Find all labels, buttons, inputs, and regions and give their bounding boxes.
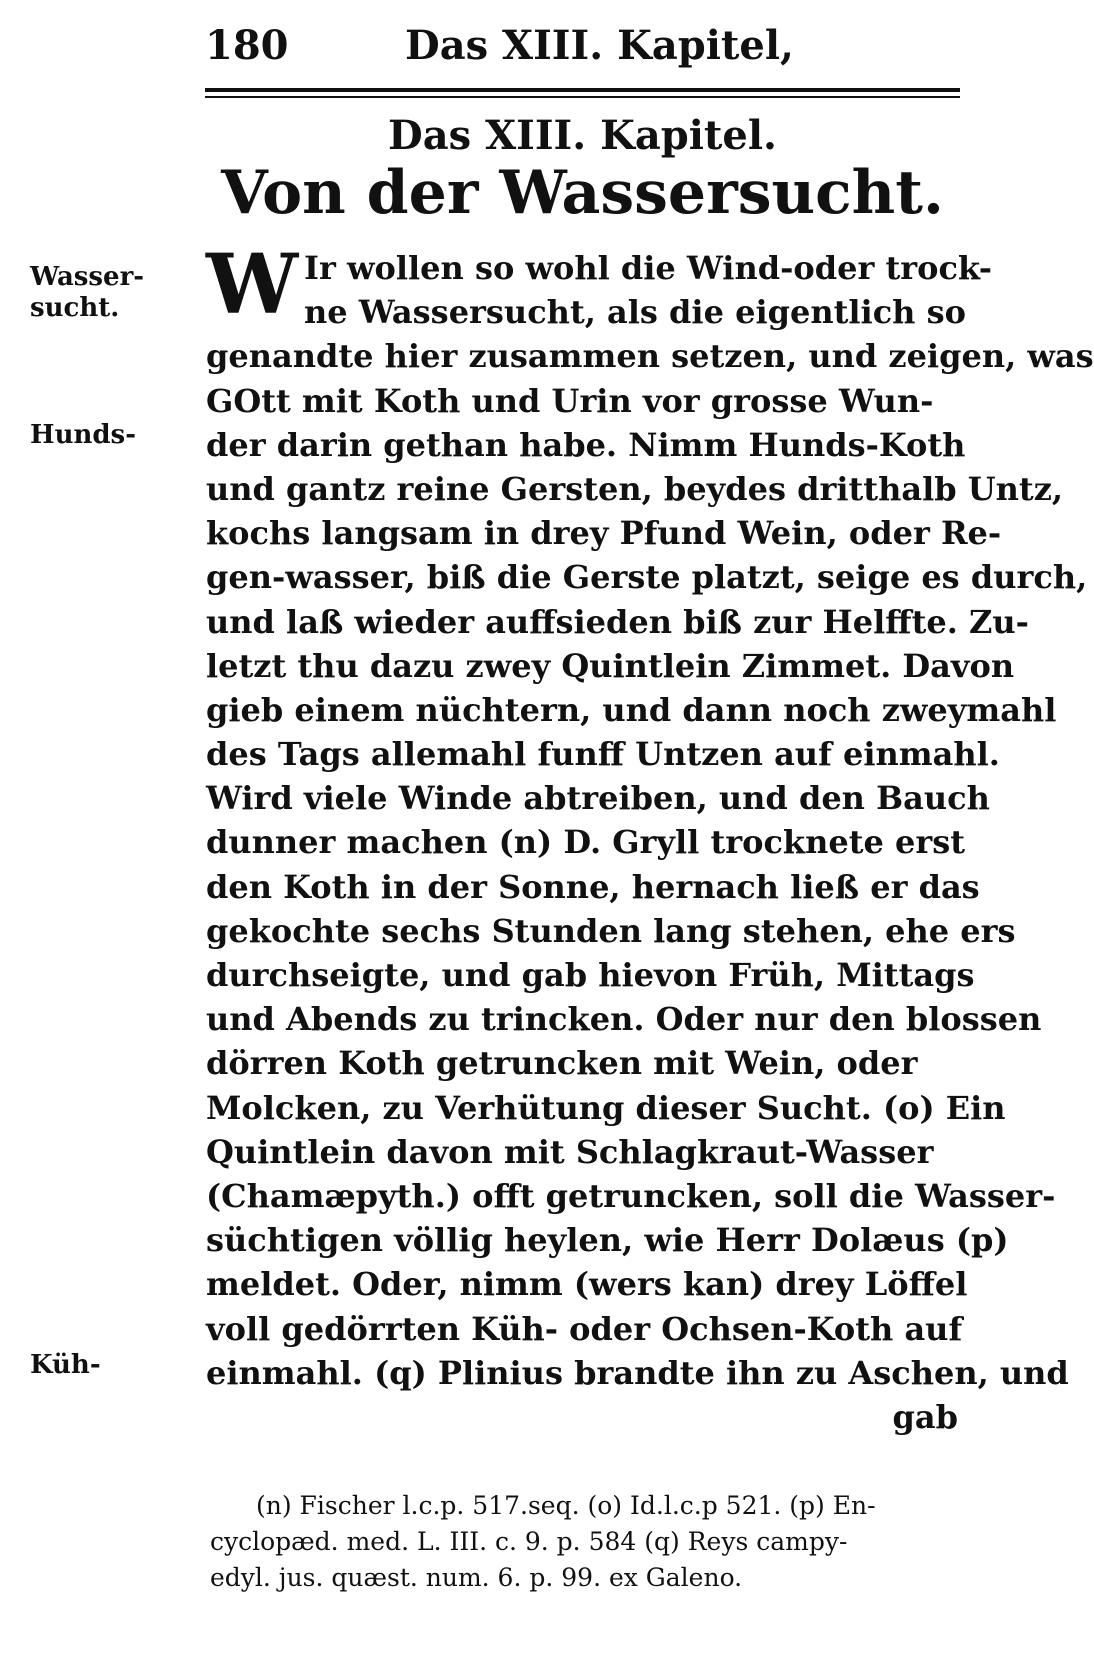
text-line: dunner machen (n) D. Gryll trocknete erst [206,823,966,862]
chapter-label: Das XIII. Kapitel. [388,112,777,159]
text-line: Molcken, zu Verhütung dieser Sucht. (o) Ein [206,1088,1006,1127]
text-line: den Koth in der Sonne, hernach ließ er das [206,867,980,906]
text-line: der darin gethan habe. Nimm Hunds-Koth [206,425,966,464]
text-line: gieb einem nüchtern, und dann noch zweymahl [206,690,1057,729]
footnote-line: edyl. jus. quæst. num. 6. p. 99. ex Galeno. [210,1563,743,1592]
footnotes [210,1488,970,1596]
text-line: Quintlein davon mit Schlagkraut-Wasser [206,1132,934,1171]
page-header [205,22,965,82]
text-line: kochs langsam in drey Pfund Wein, oder Re- [206,514,1002,553]
text-line: Wird viele Winde abtreiben, und den Bauch [206,779,990,818]
text-line: Ir wollen so wohl die Wind-oder trock- [304,249,993,287]
text-line: meldet. Oder, nimm (wers kan) drey Löffel [206,1265,968,1304]
footnote-line: cyclopæd. med. L. III. c. 9. p. 584 (q) Reys campy- [210,1527,848,1556]
text-line: gen-wasser, biß die Gerste platzt, seige es durch, [206,558,1088,597]
text-line: und gantz reine Gersten, beydes dritthalb Untz, [206,469,1064,508]
drop-initial: W [206,237,299,333]
text-line: gekochte sechs Stunden lang stehen, ehe ers [206,911,1016,950]
text-line: genandte hier zusammen setzen, und zeigen, was [206,337,1094,376]
text-line: süchtigen völlig heylen, wie Herr Dolæus (p) [206,1221,1009,1260]
text-line: und laß wieder auffsieden biß zur Helffte. Zu- [206,602,1029,641]
header-rule-thin [205,96,960,98]
catchword: gab [892,1397,958,1436]
running-title: Das XIII. Kapitel, [405,22,794,69]
text-line: letzt thu dazu zwey Quintlein Zimmet. Davon [206,646,1015,685]
text-line: des Tags allemahl funff Untzen auf einmahl. [206,735,1000,774]
footnote-line: (n) Fischer l.c.p. 517.seq. (o) Id.l.c.p 521. (p) En- [256,1491,876,1520]
margin-note-kuh: Küh- [30,1350,101,1380]
margin-note-hunds: Hunds- [30,420,136,450]
page-number: 180 [205,22,289,69]
text-line: dörren Koth getruncken mit Wein, oder [206,1044,918,1083]
text-line: ne Wassersucht, als die eigentlich so [304,293,966,332]
chapter-title: Von der Wassersucht. [221,158,944,228]
text-line: (Chamæpyth.) offt getruncken, soll die Wasser- [206,1176,1056,1215]
body-text [206,237,1094,1439]
text-line: durchseigte, und gab hievon Früh, Mittags [206,956,975,994]
text-line: voll gedörrten Küh- oder Ochsen-Koth auf [206,1309,963,1348]
text-line: und Abends zu trincken. Oder nur den blossen [206,1000,1042,1039]
text-line: einmahl. (q) Plinius brandte ihn zu Aschen, und [206,1353,1069,1392]
header-rule [205,88,960,92]
text-line: GOtt mit Koth und Urin vor grosse Wun- [206,381,934,420]
margin-note-wassersucht: Wasser- sucht. [30,262,145,323]
